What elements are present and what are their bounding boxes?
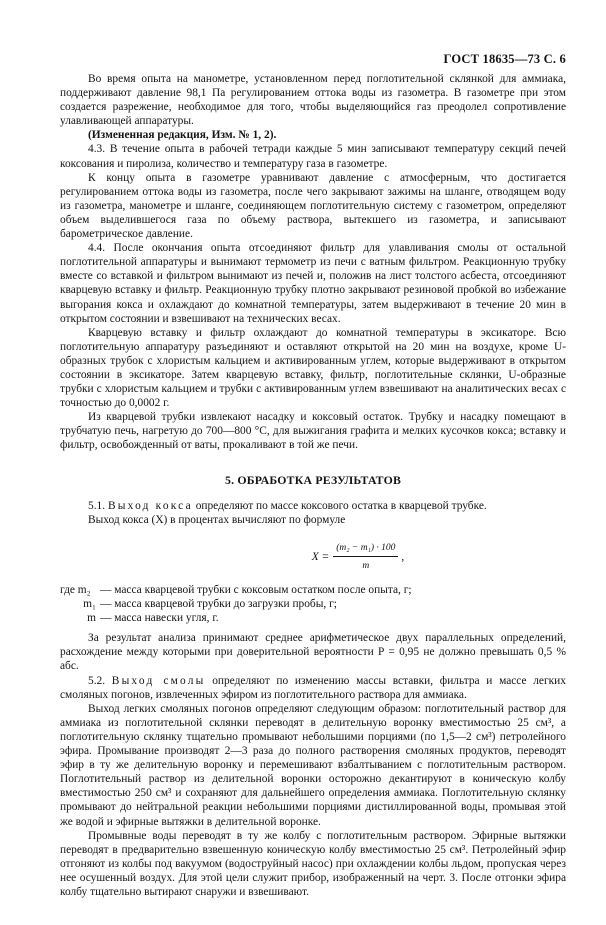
paragraph: К концу опыта в газометре уравнивают давление с атмосферным, что достигается регулированием оттока воды из газометра, после чего закрывают зажимы на шланге, отводящем воду из газометра, манометре и шланге, соединяющем поглотительную систему с газометром, определяют объем выделившегося газа по объему раствора, вытекшего из газометра, и записывают барометрическое давление.: [60, 171, 566, 241]
paragraph: Во время опыта на манометре, установленном перед поглотительной склянкой для аммиака, поддерживают давление 98,1 Па регулированием оттока воды из газометра. В газометре при этом создается разрежение, необходимое для того, чтобы выделяющийся газ преодолел сопротивление улавливающей аппаратуры.: [60, 73, 566, 128]
definition-symbol: m: [87, 612, 96, 625]
clause-term: Выход кокса: [107, 499, 193, 512]
variable-definitions: [60, 583, 566, 625]
clause-number: 5.1.: [88, 499, 106, 512]
definition-text: — масса кварцевой трубки с коксовым остатком после опыта, г;: [100, 584, 412, 596]
clause-4-3: [60, 142, 566, 170]
definition-text: — масса навески угля, г.: [100, 612, 219, 625]
definition-row: [60, 611, 566, 625]
formula-intro: Выход кокса (X) в процентах вычисляют по формуле: [88, 513, 346, 526]
document-id: ГОСТ 18635—73 С. 6: [443, 52, 566, 66]
clause-text: В течение опыта в рабочей тетради каждые 5 мин записывают температуру секций печей коксования и пиролиза, количество и температуру газа в газометре.: [60, 143, 566, 170]
paragraph: Промывные воды переводят в ту же колбу с поглотительным раствором. Эфирные вытяжки переводят в предварительно взвешенную коническую колбу вместимостью 25 см³. Петролейный эфир отгоняют из колбы под вакуумом (водоструйный насос) при охлаждении колбы льдом, пропуская через нее осушенный воздух. Для этой цели служит прибор, изображенный на черт. 3. После отгонки эфира колбу тщательно вытирают снаружи и взвешивают.: [60, 829, 566, 898]
clause-5-1: [60, 499, 566, 513]
clause-number: 5.2.: [88, 674, 106, 687]
definition-symbol: где m₂: [60, 584, 91, 596]
definition-symbol: m₁: [83, 598, 96, 611]
paragraph: Выход легких смоляных погонов определяют следующим образом: поглотительный раствор для аммиака из поглотительной склянки переводят в делительную воронку вместимостью 25 см³, а поглотительную склянку тщательно промывают небольшими порциями (по 1,5—2 см³) петролейного эфира. Промывание производят 2—3 раза до полного растворения смоляных продуктов, переводят эфир в ту же делительную воронку и перемешивают взбалтыванием с поглотительным раствором. Поглотительный раствор из делительной воронки осторожно декантируют в коническую колбу вместимостью 250 см³ и сохраняют для дальнейшего определения аммиака. Поглотительную склянку промывают до нейтральной реакции небольшими порциями дистиллированной воды, промывая этой же водой и эфирные вытяжки в делительной воронке.: [60, 702, 566, 828]
definition-text: — масса кварцевой трубки до загрузки пробы, г;: [100, 598, 337, 611]
paragraph: Кварцевую вставку и фильтр охлаждают до комнатной температуры в эксикаторе. Всю поглотительную аппаратуру разъединяют и оставляют открытой на 20 мин на воздухе, кроме U-образных трубок с хлористым кальцием и активированным углем, которые выдерживают в открытом состоянии в эксикаторе. Затем кварцевую вставку, фильтр, поглотительные склянки, U-образные трубки с хлористым кальцием и трубки с активированным углем взвешивают на аналитических весах с точностью до 0,0002 г.: [60, 326, 566, 410]
page-header: [443, 52, 566, 67]
paragraph: Из кварцевой трубки извлекают насадку и коксовый остаток. Трубку и насадку помещают в трубчатую печь, нагретую до 700—800 °С, для выжигания графита и мелких кусочков кокса; вставку и фильтр, освобожденный от ваты, прокаливают в той же печи.: [60, 411, 566, 452]
formula-denominator: m: [362, 560, 370, 571]
formula-numerator: (m₂ − m₁) · 100: [333, 541, 398, 557]
formula: [150, 541, 566, 573]
section-title: 5. ОБРАБОТКА РЕЗУЛЬТАТОВ: [224, 472, 402, 487]
clause-text: После окончания опыта отсоединяют фильтр для улавливания смолы от остальной поглотительной аппаратуры и вынимают термометр из печи с ватным фильтром. Реакционную трубку вместе со вставкой и фильтром вынимают из печей и, положив на лист толстого асбеста, отсоединяют кварцевую вставку и фильтр. Реакционную трубку плотно закрывают резиновой пробкой во избежание выгорания кокса и охлаждают до комнатной температуры, затем выдерживают в течение 20 мин в открытом состоянии и взвешивают на технических весах.: [60, 242, 566, 325]
document-body: [60, 72, 566, 899]
formula-lhs: X =: [311, 550, 330, 563]
formula-tail: ,: [401, 550, 405, 563]
definition-row: [60, 597, 566, 611]
clause-text: определяют по изменению массы вставки, фильтра и массе легких смоляных погонов, извлеченных эфиром из поглотительного раствора для аммиака.: [60, 674, 566, 701]
revision-note: (Измененная редакция, Изм. № 1, 2).: [88, 129, 277, 142]
clause-5-2: [60, 674, 566, 702]
clause-4-4: [60, 241, 566, 326]
paragraph: За результат анализа принимают среднее арифметическое двух параллельных определений, расхождение между которыми при доверительной вероятности P = 0,95 не должно превышать 0,5 % абс.: [60, 632, 566, 673]
clause-term: Выход смолы: [111, 674, 206, 687]
clause-number: 4.4.: [88, 242, 106, 255]
clause-text: определяют по массе коксового остатка в кварцевой трубке.: [195, 499, 487, 512]
definition-row: [60, 583, 566, 597]
formula-fraction: [333, 541, 398, 573]
clause-number: 4.3.: [88, 143, 106, 156]
